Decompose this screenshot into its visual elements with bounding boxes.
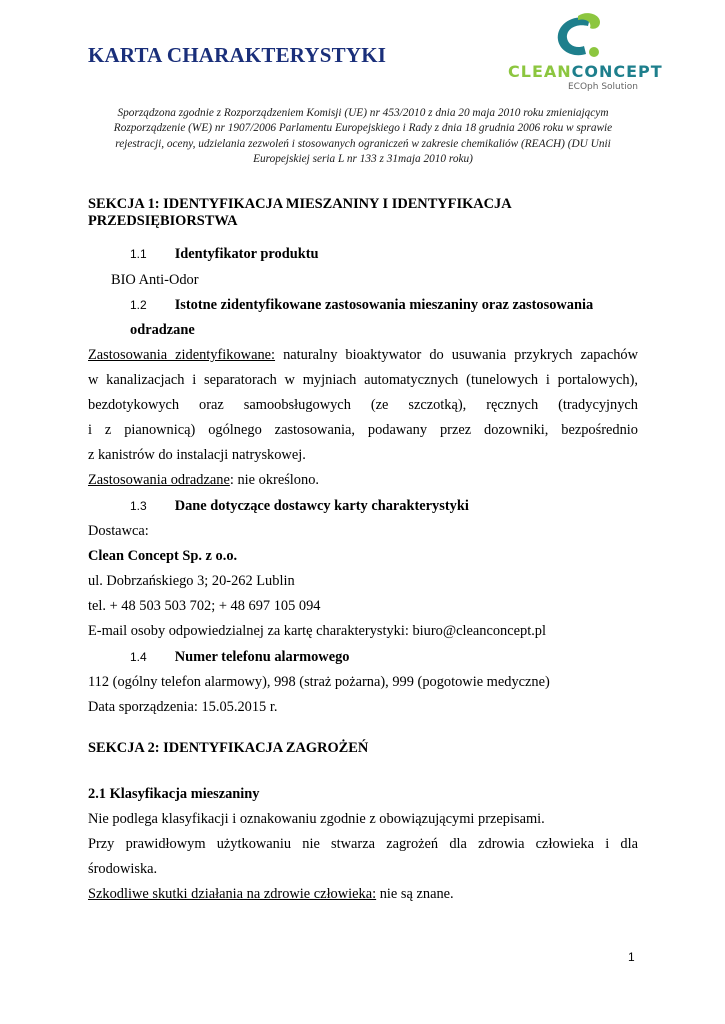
logo-word-concept: CONCEPT [571,62,663,81]
supplier-label: Dostawca: [88,523,149,539]
subsection-title: Istotne zidentyfikowane zastosowania mieszaniny oraz zastosowania [174,297,594,313]
subsection-1-2-heading [130,297,593,314]
subsection-number: 1.3 [130,499,147,513]
logo-word-clean: CLEAN [508,62,572,81]
health-effects [88,886,454,903]
subsection-number: 1.2 [130,298,147,312]
discouraged-uses-label: Zastosowania odradzane [88,472,230,488]
discouraged-uses [88,472,319,489]
company-email: E-mail osoby odpowiedzialnej za kartę charakterystyki: biuro@cleanconcept.pl [88,623,546,639]
section2-heading: SEKCJA 2: IDENTYFIKACJA ZAGROŻEŃ [88,740,369,756]
section1-heading-line1: SEKCJA 1: IDENTYFIKACJA MIESZANINY I IDENTYFIKACJA [88,196,512,212]
health-effects-label: Szkodliwe skutki działania na zdrowie człowieka: [88,886,377,902]
health-effects-text: nie są znane. [376,886,454,902]
page-number: 1 [628,950,635,964]
logo-wordmark [508,62,663,81]
identified-uses-line2: w kanalizacjach i separatorach w myjniach automatycznych (tunelowych i portalowych), [88,372,638,388]
section1-heading-line2: PRZEDSIĘBIORSTWA [88,213,238,229]
subsection-title: Dane dotyczące dostawcy karty charakterystyki [174,498,469,514]
subsection-1-2-heading-cont: odradzane [130,322,195,338]
subsection-1-4-heading [130,649,349,666]
identified-uses-label: Zastosowania zidentyfikowane: [88,347,276,363]
subsection-number: 1.4 [130,650,147,664]
emergency-numbers: 112 (ogólny telefon alarmowy), 998 (straż pożarna), 999 (pogotowie medyczne) [88,674,550,690]
subsection-1-3-heading [130,498,469,515]
subsection-title: Identyfikator produktu [174,246,319,262]
company-address: ul. Dobrzańskiego 3; 20-262 Lublin [88,573,295,589]
identified-uses-line3: bezdotykowych oraz samoobsługowych (ze szczotką), ręcznych (tradycyjnych [88,397,638,413]
subsection-2-1-heading: 2.1 Klasyfikacja mieszaniny [88,786,260,802]
identified-uses-text: naturalny bioaktywator do usuwania przykrych zapachów [283,347,638,363]
company-phone: tel. + 48 503 503 702; + 48 697 105 094 [88,598,321,614]
logo-tagline: ECOph Solution [568,82,638,92]
discouraged-uses-text: : nie określono. [229,472,319,488]
subsection-1-1-heading [130,246,319,263]
regulation-intro: Sporządzona zgodnie z Rozporządzeniem Komisji (UE) nr 453/2010 z dnia 20 maja 2010 roku zmieniającym Rozporządzenie (WE) nr 1907/2006 Parlamentu Europejskiego i Rady z dnia 18 grudnia 2006 roku w sprawie rejestracji, oceny, udzielania zezwoleń i stosowanych ograniczeń w zakresie chemikaliów (REACH) (DU Unii Europejskiej seria L nr 133 z 31maja 2010 roku) [113,107,613,166]
preparation-date: Data sporządzenia: 15.05.2015 r. [88,699,278,715]
identified-uses-line4: i z pianownicą) ogólnego zastosowania, podawany przez dozowniki, bezpośrednio [88,422,638,438]
product-name: BIO Anti-Odor [111,272,199,288]
document-title: KARTA CHARAKTERYSTYKI [88,43,387,67]
classification-line2: Przy prawidłowym użytkowaniu nie stwarza zagrożeń dla zdrowia człowieka i dla [88,836,638,852]
clean-concept-logo-icon [508,12,648,64]
subsection-title: Numer telefonu alarmowego [174,649,350,665]
identified-uses-line5: z kanistrów do instalacji natryskowej. [88,447,306,463]
identified-uses-line1 [88,347,638,364]
company-name: Clean Concept Sp. z o.o. [88,548,238,564]
classification-line1: Nie podlega klasyfikacji i oznakowaniu zgodnie z obowiązującymi przepisami. [88,811,545,827]
classification-line3: środowiska. [88,861,158,877]
subsection-number: 1.1 [130,247,147,261]
company-logo [508,12,663,98]
